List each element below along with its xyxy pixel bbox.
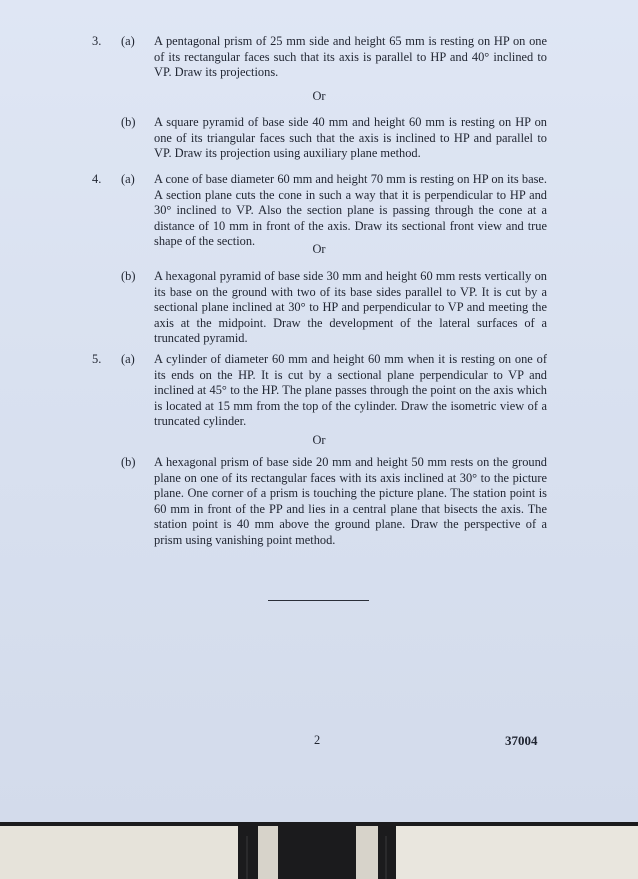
question-part: (b) [121,115,136,129]
question-part: (b) [121,455,136,469]
page-number: 2 [314,733,321,747]
question-text: A hexagonal pyramid of base side 30 mm and height 60 mm rests vertically on its base on the ground with two of its base sides parallel to VP. It is cut by a sectional plane inclined at 30° to HP and perpendicular to VP and meeting the axis at the midpoint. Draw the development of the lateral surfaces of a truncated pyramid. [154,269,547,346]
question-text: A cylinder of diameter 60 mm and height 60 mm when it is resting on one of its ends on the HP. It is cut by a sectional plane perpendicular to VP and inclined at 45° to the HP. The plane passes through the point on the axis which is located at 15 mm from the top of the cylinder. Draw the isometric view of a truncated cylinder. [154,352,547,429]
question-text: A hexagonal prism of base side 20 mm and height 50 mm rests on the ground plane on one of its rectangular faces with its axis inclined at 30° to the picture plane. One corner of a prism is touching the picture plane. The station point is 60 mm in front of the PP and lies in a central plane that bisects the axis. The station point is 40 mm above the ground plane. Draw the perspective of a prism using vanishing point method. [154,455,547,547]
question-part: (a) [121,352,135,366]
binder-tab [0,826,238,879]
binder-tab [396,826,638,879]
scan-edge-line [246,836,248,879]
paper-code: 37004 [505,733,538,748]
question-text: A cone of base diameter 60 mm and height 70 mm is resting on HP on its base. A section plane cuts the cone in such a way that it is perpendicular to HP and 30° inclined to VP. Also the section plane is passing through the cone at a distance of 10 mm in front of the axis. Draw its sectional front view and true shape of the section. [154,172,547,249]
scan-edge-line [385,836,387,879]
binder-tab [258,826,278,879]
question-part: (b) [121,269,136,283]
question-number: 3. [92,34,102,48]
question-part: (a) [121,172,135,186]
question-part: (a) [121,34,135,48]
question-text: A pentagonal prism of 25 mm side and height 65 mm is resting on HP on one of its rectangular faces such that its axis is parallel to HP and 40° inclined to VP. Draw its projections. [154,34,547,80]
question-number: 5. [92,352,102,366]
end-divider [268,600,369,601]
or-separator: Or [312,89,326,103]
or-separator: Or [312,242,326,256]
question-text: A square pyramid of base side 40 mm and height 60 mm is resting on HP on one of its triangular faces such that the axis is inclined to HP and parallel to VP. Draw its projection using auxiliary plane method. [154,115,547,161]
binder-tab [356,826,378,879]
question-number: 4. [92,172,102,186]
or-separator: Or [312,433,326,447]
